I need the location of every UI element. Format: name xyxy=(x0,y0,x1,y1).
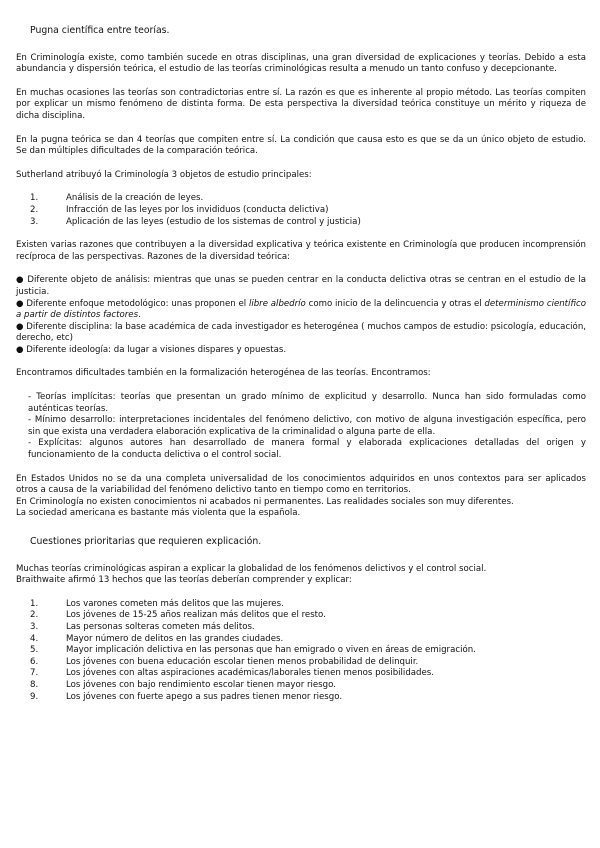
list-item xyxy=(16,680,586,692)
paragraph-diversity: En Criminología existe, como también sucede en otras disciplinas, una gran diversidad de explicaciones y teorías. Debido a esta abundancia y dispersión teórica, el estudio de las teorías criminológicas resulta a menudo un tanto confuso y decepcionante. xyxy=(16,52,586,75)
list-item xyxy=(16,217,586,229)
emphasis-libre-albedrio: libre albedrío xyxy=(248,298,306,309)
braithwaite-list xyxy=(16,599,586,703)
list-item xyxy=(16,610,586,622)
list-text: Infracción de las leyes por los invididuos (conducta delictiva) xyxy=(66,204,329,215)
list-text: Mayor número de delitos en las grandes ciudades. xyxy=(66,633,284,644)
theories-list xyxy=(16,392,586,462)
paragraph-sutherland: Sutherland atribuyó la Criminología 3 objetos de estudio principales: xyxy=(16,169,312,180)
list-number: 3. xyxy=(30,216,39,227)
list-item xyxy=(16,622,586,634)
reason-method: ● Diferente enfoque metodológico: unas proponen el libre albedrío como inicio de la delincuencia y otras el determinismo científico a partir de distintos factores. xyxy=(16,298,586,321)
list-number: 9. xyxy=(30,691,39,702)
reason-object: ● Diferente objeto de análisis: mientras que unas se pueden centrar en la conducta delictiva otras se centran en el estudio de la justicia. xyxy=(16,275,586,297)
text-line: Braithwaite afirmó 13 hechos que las teorías deberían comprender y explicar: xyxy=(16,575,352,586)
list-item xyxy=(16,645,586,657)
list-text: Las personas solteras cometen más delitos. xyxy=(66,621,255,632)
list-text: Los jóvenes de 15-25 años realizan más delitos que el resto. xyxy=(66,610,326,621)
theory-minimal: - Mínimo desarrollo: interpretaciones incidentales del fenómeno delictivo, con motivo de alguna investigación específica, pero sin que exista una verdadera elaboración explicativa de la criminalidad o alguna parte de ella. xyxy=(28,415,586,437)
list-item xyxy=(16,668,586,680)
list-number: 5. xyxy=(30,645,39,656)
list-item xyxy=(16,657,586,669)
list-text: Los jóvenes con altas aspiraciones académicas/laborales tienen menos posibilidades. xyxy=(66,668,434,679)
section-heading-pugna: Pugna científica entre teorías. xyxy=(30,25,170,36)
text-line: La sociedad americana es bastante más violenta que la española. xyxy=(16,508,301,519)
theory-implicit: - Teorías implícitas: teorías que presentan un grado mínimo de explicitud y desarrollo. Nunca han sido formuladas como auténticas teorías. xyxy=(28,392,586,414)
list-number: 8. xyxy=(30,679,39,690)
paragraph-reasons: Existen varias razones que contribuyen a la diversidad explicativa y teórica existente en Criminología que producen incomprensión recíproca de las perspectivas. Razones de la diversidad teórica: xyxy=(16,240,586,262)
list-text: Los jóvenes con bajo rendimiento escolar tienen mayor riesgo. xyxy=(66,679,336,690)
list-number: 3. xyxy=(30,621,39,632)
text-line: En Estados Unidos no se da una completa universalidad de los conocimientos adquiridos en unos contextos para ser aplicados otros a causa de la variabilidad del fenómeno delictivo tanto en tiempo como en territorios. xyxy=(16,473,586,496)
section-heading-cuestiones: Cuestiones prioritarias que requieren explicación. xyxy=(30,536,262,547)
list-item xyxy=(16,193,586,205)
list-number: 1. xyxy=(30,598,39,609)
list-item xyxy=(16,692,586,704)
list-text: Los jóvenes con buena educación escolar tienen menos probabilidad de delinquir. xyxy=(66,656,419,667)
reason-discipline: ● Diferente disciplina: la base académica de cada investigador es heterogénea ( muchos campos de estudio: psicología, educación, derecho, etc) xyxy=(16,321,586,344)
paragraph-pugna: En la pugna teórica se dan 4 teorías que compiten entre sí. La condición que causa esto es que se da un único objeto de estudio. Se dan múltiples dificultades de la comparación teórica. xyxy=(16,134,586,157)
list-number: 4. xyxy=(30,633,39,644)
list-text: Los varones cometen más delitos que las mujeres. xyxy=(66,598,284,609)
paragraph-formalization: Encontramos dificultades también en la formalización heterogénea de las teorías. Encontramos: xyxy=(16,368,431,379)
text-line: En Criminología no existen conocimientos ni acabados ni permanentes. Las realidades sociales son muy diferentes. xyxy=(16,496,514,507)
list-text: Aplicación de las leyes (estudio de los sistemas de control y justicia) xyxy=(66,216,361,227)
list-number: 2. xyxy=(30,610,39,621)
paragraph-usa xyxy=(16,474,586,520)
list-text: Los jóvenes con fuerte apego a sus padres tienen menor riesgo. xyxy=(66,691,343,702)
list-text: Análisis de la creación de leyes. xyxy=(66,193,204,204)
list-number: 1. xyxy=(30,193,39,204)
theory-explicit: - Explícitas: algunos autores han desarrollado de manera formal y elaborada explicaciones detalladas del origen y funcionamiento de la conducta delictiva o el control social. xyxy=(28,438,586,461)
paragraph-braithwaite xyxy=(16,564,586,587)
list-number: 6. xyxy=(30,656,39,667)
list-number: 7. xyxy=(30,668,39,679)
paragraph-contradictory: En muchas ocasiones las teorías son contradictorias entre sí. La razón es que es inherente al propio método. Las teorías compiten por explicar un mismo fenómeno de distinta forma. De esta perspectiva la diversidad teórica constituye un mérito y riqueza de dicha disciplina. xyxy=(16,87,586,121)
list-text: Mayor implicación delictiva en las personas que han emigrado o viven en áreas de emigración. xyxy=(66,645,476,656)
sutherland-list xyxy=(16,193,586,228)
reasons-list xyxy=(16,275,586,356)
list-item xyxy=(16,634,586,646)
list-item xyxy=(16,599,586,611)
emphasis-determinismo: determinismo científico a partir de distintos factores xyxy=(16,298,586,321)
list-item xyxy=(16,205,586,217)
reason-ideology: ● Diferente ideología: da lugar a visiones dispares y opuestas. xyxy=(16,344,287,355)
list-number: 2. xyxy=(30,204,39,215)
text-line: Muchas teorías criminológicas aspiran a explicar la globalidad de los fenómenos delictivos y el control social. xyxy=(16,563,487,574)
